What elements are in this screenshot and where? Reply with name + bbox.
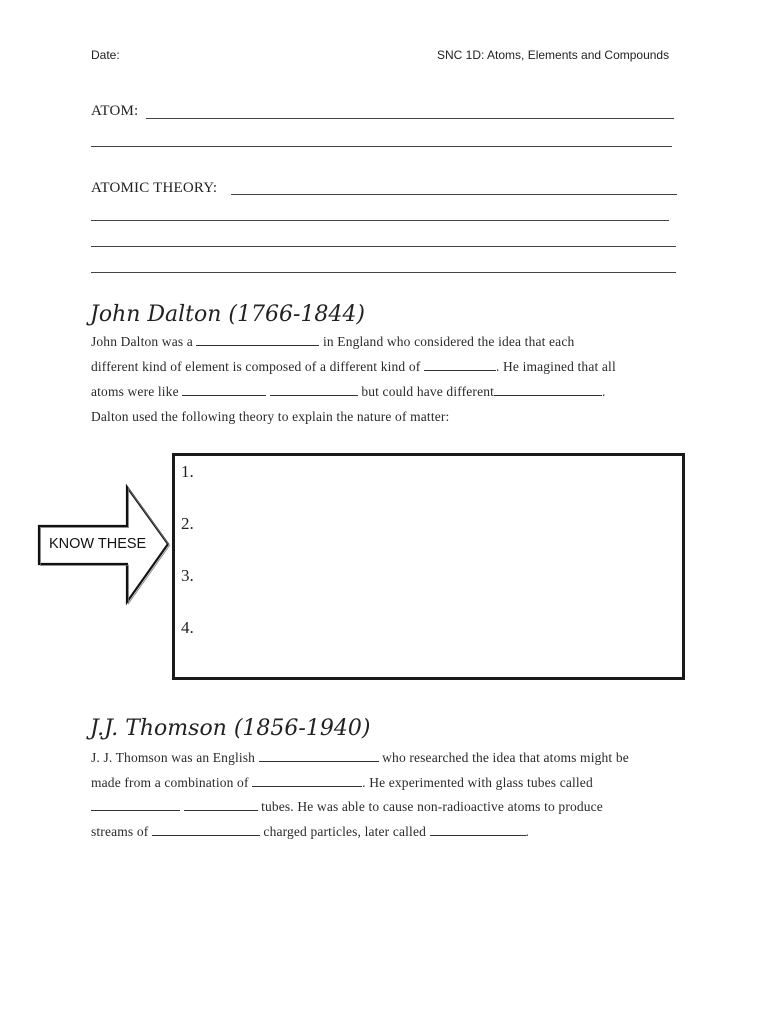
date-label: Date: (91, 48, 120, 62)
theory-item-1: 1. (181, 462, 194, 481)
dalton-text: atoms were like (91, 384, 179, 399)
atom-label: ATOM: (91, 103, 139, 119)
thomson-text: . He experimented with glass tubes called (362, 775, 593, 790)
dalton-line-1 (91, 334, 574, 350)
dalton-blank-4[interactable] (270, 384, 358, 396)
thomson-blank-4[interactable] (184, 799, 258, 811)
thomson-line-4 (91, 824, 529, 840)
know-these-label: KNOW THESE (49, 536, 147, 552)
thomson-line-1 (91, 750, 629, 766)
thomson-text: tubes. He was able to cause non-radioactive atoms to produce (261, 799, 603, 814)
dalton-text: John Dalton was a (91, 334, 193, 349)
dalton-heading: John Dalton (1766-1844) (90, 302, 366, 327)
thomson-text: made from a combination of (91, 775, 249, 790)
thomson-text: streams of (91, 824, 149, 839)
dalton-blank-1[interactable] (196, 334, 319, 346)
theory-item-2: 2. (181, 514, 194, 533)
thomson-text: charged particles, later called (263, 824, 426, 839)
dalton-text: . (602, 384, 606, 399)
thomson-blank-2[interactable] (252, 775, 362, 787)
atomic-theory-label: ATOMIC THEORY: (91, 180, 218, 196)
thomson-line-2 (91, 775, 593, 791)
atom-answer-line-2[interactable] (91, 146, 672, 147)
thomson-blank-5[interactable] (152, 824, 260, 836)
atomic-theory-answer-line-3[interactable] (91, 246, 676, 247)
dalton-line-2 (91, 359, 616, 375)
thomson-text: who researched the idea that atoms might be (382, 750, 629, 765)
dalton-blank-3[interactable] (182, 384, 266, 396)
thomson-text: J. J. Thomson was an English (91, 750, 256, 765)
thomson-blank-3[interactable] (91, 799, 180, 811)
atomic-theory-answer-line-2[interactable] (91, 220, 669, 221)
dalton-text: . He imagined that all (495, 359, 616, 374)
thomson-line-3 (91, 799, 603, 815)
thomson-blank-1[interactable] (259, 750, 379, 762)
dalton-blank-2[interactable] (424, 359, 496, 371)
thomson-blank-6[interactable] (430, 824, 526, 836)
dalton-line-3 (91, 384, 606, 400)
course-title: SNC 1D: Atoms, Elements and Compounds (437, 48, 670, 62)
dalton-line-4: Dalton used the following theory to explain the nature of matter: (91, 409, 450, 424)
atomic-theory-answer-line-4[interactable] (91, 272, 676, 273)
dalton-text: but could have different (361, 384, 495, 399)
theory-box[interactable] (172, 453, 685, 680)
theory-item-4: 4. (181, 618, 194, 637)
atomic-theory-answer-line-1[interactable] (231, 194, 677, 195)
dalton-blank-5[interactable] (494, 384, 602, 396)
thomson-heading: J.J. Thomson (1856-1940) (90, 716, 371, 741)
dalton-text: in England who considered the idea that each (322, 334, 575, 349)
thomson-text: . (525, 824, 530, 839)
dalton-text: different kind of element is composed of a different kind of (91, 359, 421, 374)
atom-answer-line-1[interactable] (146, 118, 674, 119)
theory-item-3: 3. (181, 566, 194, 585)
